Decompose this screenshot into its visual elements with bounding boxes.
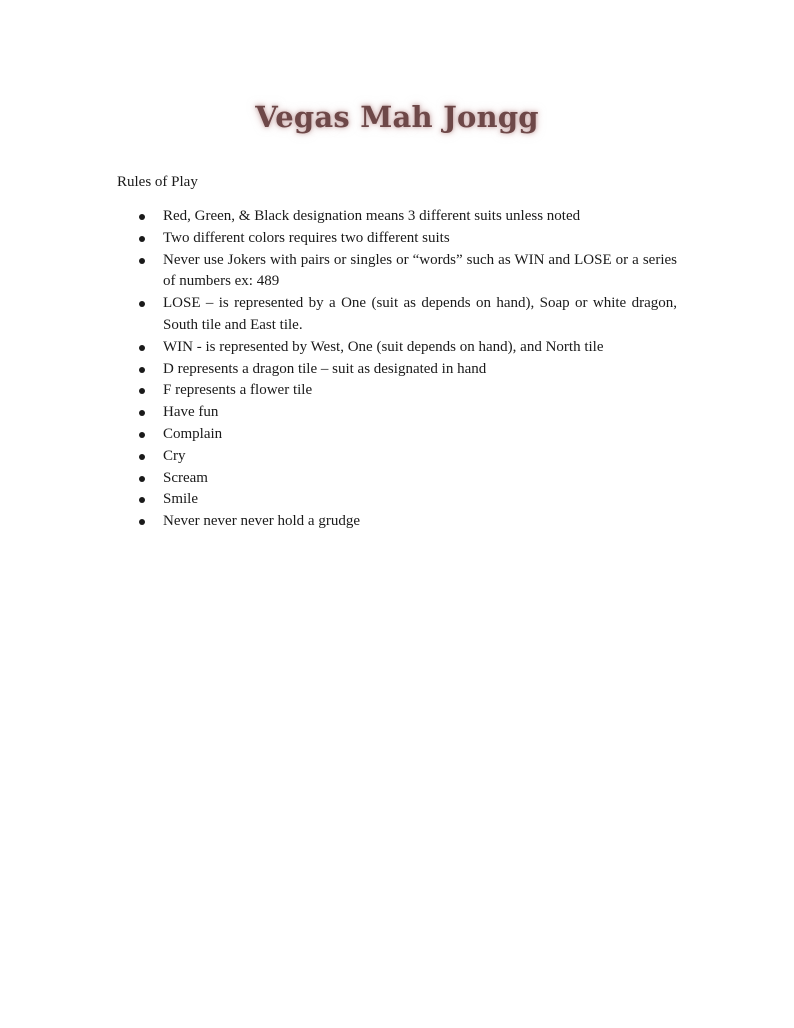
rule-item	[117, 402, 677, 424]
rule-item	[117, 511, 677, 533]
bullet-icon	[139, 236, 145, 242]
bullet-icon	[139, 388, 145, 394]
rule-text: Two different colors requires two different suits	[163, 229, 450, 246]
bullet-icon	[139, 432, 145, 438]
rule-text: Complain	[163, 425, 223, 442]
rule-item	[117, 489, 677, 511]
bullet-icon	[139, 367, 145, 373]
rule-text: Smile	[163, 491, 199, 508]
rule-text: Never never never hold a grudge	[163, 513, 360, 530]
bullet-icon	[139, 454, 145, 460]
rule-text: WIN - is represented by West, One (suit depends on hand), and North tile	[163, 338, 604, 355]
rule-text: LOSE – is represented by a One (suit as depends on hand), Soap or white dragon, South tile and East tile.	[163, 295, 677, 333]
rule-text: D represents a dragon tile – suit as designated in hand	[163, 360, 487, 377]
rule-item	[117, 293, 677, 337]
rule-text: Cry	[163, 447, 186, 464]
rules-list	[117, 206, 677, 533]
bullet-icon	[139, 214, 145, 220]
rule-item	[117, 228, 677, 250]
page-title: Vegas Mah Jongg	[255, 100, 539, 134]
rule-text: F represents a flower tile	[163, 382, 313, 399]
section-heading: Rules of Play	[117, 174, 198, 190]
bullet-icon	[139, 519, 145, 525]
rule-text: Red, Green, & Black designation means 3 different suits unless noted	[163, 208, 581, 224]
bullet-icon	[139, 301, 145, 307]
rule-item	[117, 359, 677, 381]
bullet-icon	[139, 497, 145, 503]
rule-item	[117, 468, 677, 490]
bullet-icon	[139, 476, 145, 482]
rule-text: Have fun	[163, 404, 219, 421]
bullet-icon	[139, 258, 145, 264]
rule-text: Never use Jokers with pairs or singles or “words” such as WIN and LOSE or a series of numbers ex: 489	[163, 251, 677, 290]
bullet-icon	[139, 345, 145, 351]
rule-item	[117, 337, 677, 359]
rule-item	[117, 446, 677, 468]
rule-item	[117, 250, 677, 294]
rule-item	[117, 206, 677, 228]
rule-text: Scream	[163, 469, 208, 486]
rule-item	[117, 380, 677, 402]
rule-item	[117, 424, 677, 446]
bullet-icon	[139, 410, 145, 416]
